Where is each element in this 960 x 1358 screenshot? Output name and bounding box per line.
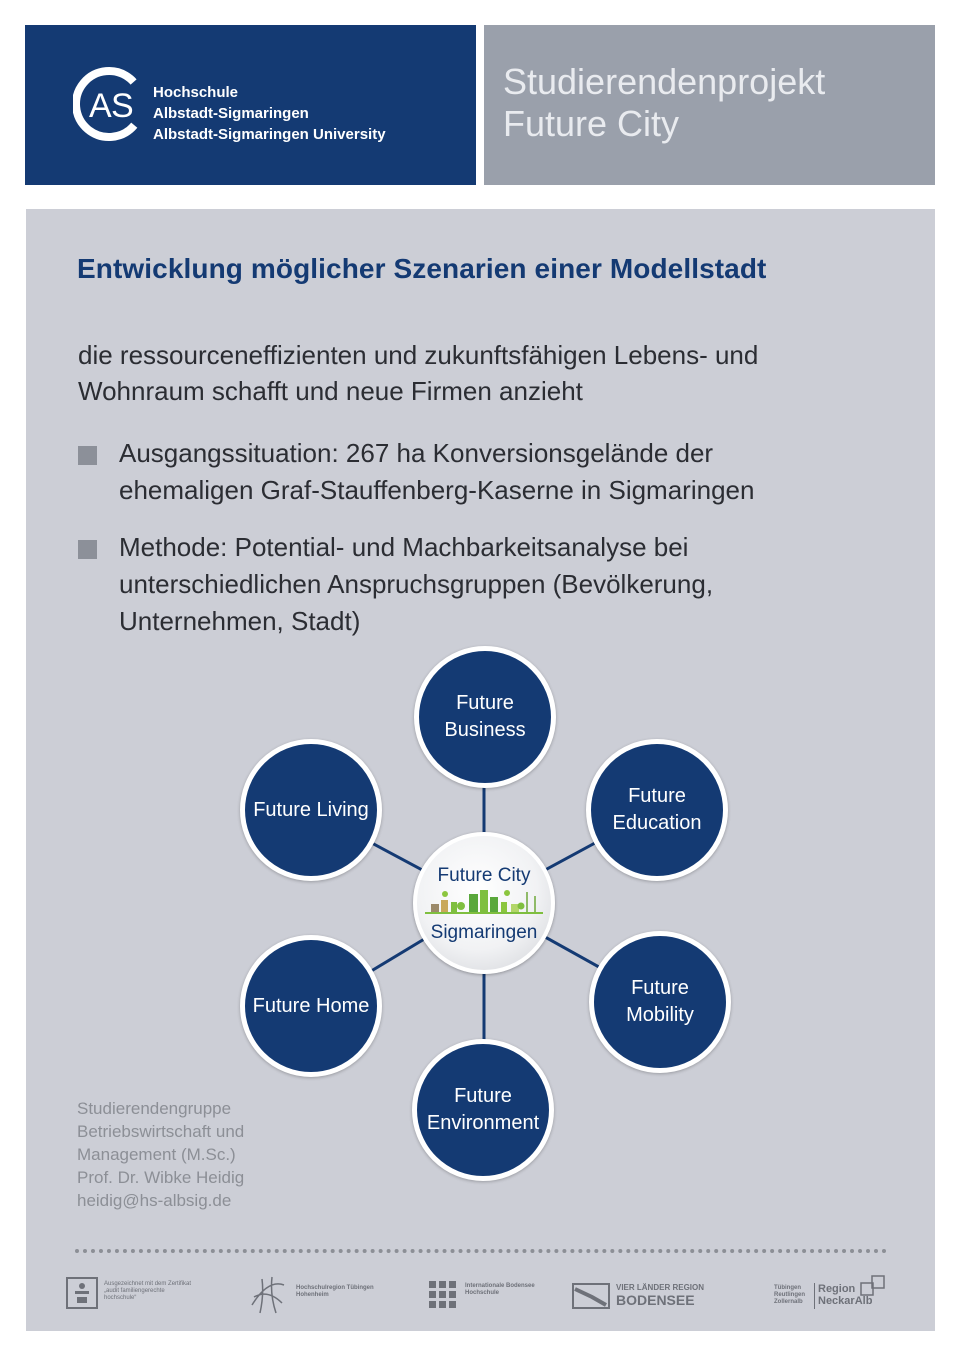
neckaralb-divider <box>814 1283 815 1309</box>
node-label: Future <box>631 977 689 999</box>
ibh-grid-icon <box>429 1281 457 1309</box>
partner-ibh <box>429 1275 539 1315</box>
bodensee-title: BODENSEE <box>616 1292 695 1308</box>
project-title-line-1: Studierendenprojekt <box>503 61 826 102</box>
university-header <box>25 25 476 185</box>
contact-block <box>77 1097 244 1212</box>
node-future-mobility <box>589 931 731 1073</box>
node-label: Future Home <box>252 994 370 1017</box>
node-label: Future <box>456 692 514 714</box>
project-header <box>484 25 935 185</box>
university-name <box>153 82 386 145</box>
ibh-text: Internationale Bodensee Hochschule <box>465 1283 535 1296</box>
university-line-2: Albstadt-Sigmaringen <box>153 105 309 122</box>
partner-bodensee <box>572 1275 722 1315</box>
footer-divider <box>75 1249 887 1253</box>
bullet-text: Ausgangssituation: 267 ha Konversionsgelände der ehemaligen Graf-Stauffenberg-Kaserne in Sigmaringen <box>119 438 755 505</box>
partner-hochschulregion <box>248 1275 378 1315</box>
project-title-line-2: Future City <box>503 103 680 144</box>
contact-line: Management (M.Sc.) <box>77 1145 236 1164</box>
node-label: Mobility <box>626 1004 694 1026</box>
main-panel <box>26 209 935 1331</box>
university-logo <box>73 65 147 143</box>
hochschulregion-icon <box>248 1275 288 1315</box>
node-label: Future Living <box>253 798 369 821</box>
contact-line: Studierendengruppe <box>77 1099 232 1118</box>
city-skyline-icon <box>423 888 545 922</box>
node-label: Environment <box>426 1112 540 1134</box>
university-line-1: Hochschule <box>153 84 239 101</box>
bodensee-subtitle: VIER LÄNDER REGION <box>616 1283 705 1292</box>
partner-neckaralb <box>774 1275 894 1315</box>
intro-text: die ressourceneffizienten und zukunftsfähigen Lebens- und Wohnraum schafft und neue Firmen anzieht <box>78 340 759 406</box>
node-label: Education <box>612 812 702 834</box>
project-title <box>503 61 825 145</box>
contact-line: Betriebswirtschaft und <box>77 1122 245 1141</box>
node-future-education <box>586 739 728 881</box>
family-audit-text: Ausgezeichnet mit dem Zertifikat „audit familiengerechte hochschule“ <box>104 1281 192 1301</box>
center-node-title: Future City <box>437 865 531 886</box>
hochschulregion-text: Hochschulregion Tübingen Hohenheim <box>296 1285 374 1298</box>
node-future-living <box>240 739 382 881</box>
bullet-text: Methode: Potential- und Machbarkeitsanalyse bei unterschiedlichen Anspruchsgruppen (Bevölkerung, Unternehmen, Stadt) <box>119 532 714 636</box>
svg-text:S: S <box>111 87 134 125</box>
contact-line: Prof. Dr. Wibke Heidig <box>77 1168 245 1187</box>
bodensee-icon <box>572 1283 610 1309</box>
neckaralb-places: Tübingen Reutlingen Zollernalb <box>774 1285 805 1305</box>
node-future-business <box>414 646 556 788</box>
node-label: Future <box>628 785 686 807</box>
svg-text:A: A <box>89 87 112 125</box>
partner-family-audit <box>66 1275 196 1315</box>
node-future-home <box>240 935 382 1077</box>
headline: Entwicklung möglicher Szenarien einer Modellstadt <box>77 253 767 284</box>
center-node-subtitle: Sigmaringen <box>430 922 538 943</box>
center-node-future-city <box>413 832 555 974</box>
neckaralb-title-line-1: Region <box>818 1283 856 1295</box>
node-label: Future <box>454 1085 512 1107</box>
node-label: Business <box>444 719 526 741</box>
contact-email: heidig@hs-albsig.de <box>77 1191 232 1210</box>
family-audit-icon <box>66 1277 98 1309</box>
neckaralb-squares-icon <box>860 1275 886 1297</box>
node-future-environment <box>412 1039 554 1181</box>
neckaralb-title-line-2: NeckarAlb <box>818 1295 873 1307</box>
university-line-3: Albstadt-Sigmaringen University <box>153 126 386 143</box>
